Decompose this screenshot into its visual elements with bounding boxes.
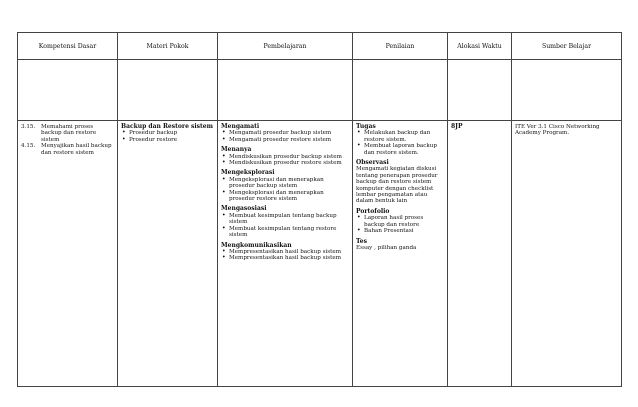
list-item: • Mengeksplorasi dan menerapkan prosedur restore sistem bbox=[229, 190, 349, 203]
kompetensi-item bbox=[21, 143, 114, 156]
list-item: • Mendiskusikan prosedur restore sistem bbox=[229, 160, 349, 166]
list-item: • Mengamati prosedur backup sistem bbox=[229, 130, 349, 136]
kompetensi-text: Memahami proses backup dan restore sistem bbox=[41, 124, 97, 143]
header-penilaian: Penilaian bbox=[353, 33, 448, 60]
list-item: • Mendiskusikan prosedur backup sistem bbox=[229, 154, 349, 160]
empty-cell bbox=[118, 60, 218, 121]
kompetensi-text: Menyajikan hasil backup dan restore sistem bbox=[41, 143, 112, 156]
header-sumber-belajar: Sumber Belajar bbox=[512, 33, 622, 60]
list-item: • Membuat kesimpulan tentang restore sistem bbox=[229, 226, 349, 239]
materi-list bbox=[121, 130, 214, 143]
section-title: Mengasosiasi bbox=[221, 205, 267, 213]
list-item: • Mengeksplorasi dan menerapkan prosedur backup sistem bbox=[229, 177, 349, 190]
list-item: • Membuat laporan backup dan restore sistem. bbox=[364, 143, 444, 156]
section-title: Mengeksplorasi bbox=[221, 169, 275, 177]
header-pembelajaran: Pembelajaran bbox=[218, 33, 353, 60]
section-list bbox=[221, 249, 349, 262]
alokasi-value: 8JP bbox=[451, 123, 463, 130]
sumber-text: ITE Ver 3.1 Cisco Networking Academy Program. bbox=[515, 124, 600, 137]
pembelajaran-section bbox=[221, 170, 349, 202]
empty-cell bbox=[353, 60, 448, 121]
kompetensi-item bbox=[21, 124, 114, 143]
portofolio-section bbox=[356, 209, 444, 235]
observasi-title: Observasi bbox=[356, 159, 389, 167]
list-item: • Mengamati prosedur restore sistem bbox=[229, 137, 349, 143]
materi-item: • Prosedur restore bbox=[129, 137, 214, 143]
tes-title: Tes bbox=[356, 237, 367, 245]
header-kompetensi-dasar: Kompetensi Dasar bbox=[18, 33, 118, 60]
list-item: • Mempresentasikan hasil backup sistem bbox=[229, 249, 349, 255]
materi-title: Backup dan Restore sistem bbox=[121, 123, 213, 130]
kompetensi-number: 4.15. bbox=[21, 143, 36, 150]
penilaian-cell bbox=[353, 121, 448, 387]
pembelajaran-section bbox=[221, 206, 349, 238]
pembelajaran-section bbox=[221, 124, 349, 143]
list-item: • Membuat kesimpulan tentang backup sistem bbox=[229, 213, 349, 226]
kompetensi-number: 3.15. bbox=[21, 124, 36, 130]
pembelajaran-section bbox=[221, 243, 349, 262]
list-item: • Mempresentasikan hasil backup sistem bbox=[229, 255, 349, 261]
section-list bbox=[221, 213, 349, 239]
header-row bbox=[18, 33, 622, 60]
kompetensi-cell bbox=[18, 121, 118, 387]
header-materi-pokok: Materi Pokok bbox=[118, 33, 218, 60]
list-item: • Laporan hasil proses backup dan restore bbox=[364, 215, 444, 228]
list-item: • Melakukan backup dan restore sistem. bbox=[364, 130, 444, 143]
tugas-section bbox=[356, 124, 444, 156]
tes-section bbox=[356, 239, 444, 252]
materi-item: • Prosedur backup bbox=[129, 130, 214, 136]
header-alokasi-waktu: Alokasi Waktu bbox=[448, 33, 512, 60]
pembelajaran-cell bbox=[218, 121, 353, 387]
pembelajaran-section bbox=[221, 147, 349, 166]
content-row bbox=[18, 121, 622, 387]
section-list bbox=[221, 177, 349, 203]
observasi-section bbox=[356, 160, 444, 205]
observasi-text: Mengamati kegiatan diskusi tentang penerapan prosedur backup dan restore sistem komputer dengan checklist lembar pengamatan atau dalam bentuk lain bbox=[356, 166, 438, 205]
empty-cell bbox=[18, 60, 118, 121]
materi-cell bbox=[118, 121, 218, 387]
tugas-title: Tugas bbox=[356, 123, 376, 130]
section-list bbox=[221, 154, 349, 167]
tugas-list bbox=[356, 130, 444, 156]
section-title: Menanya bbox=[221, 146, 252, 154]
empty-row bbox=[18, 60, 622, 121]
empty-cell bbox=[448, 60, 512, 121]
tes-text: Essay , pilihan ganda bbox=[356, 244, 417, 251]
list-item: • Bahan Presentasi bbox=[364, 228, 444, 234]
empty-cell bbox=[218, 60, 353, 121]
alokasi-cell bbox=[448, 121, 512, 387]
empty-cell bbox=[512, 60, 622, 121]
section-list bbox=[221, 130, 349, 143]
syllabus-table bbox=[17, 32, 622, 387]
portofolio-list bbox=[356, 215, 444, 234]
section-title: Mengkomunikasikan bbox=[221, 241, 292, 249]
sumber-cell bbox=[512, 121, 622, 387]
portofolio-title: Portofolio bbox=[356, 207, 390, 215]
section-title: Mengamati bbox=[221, 123, 260, 130]
